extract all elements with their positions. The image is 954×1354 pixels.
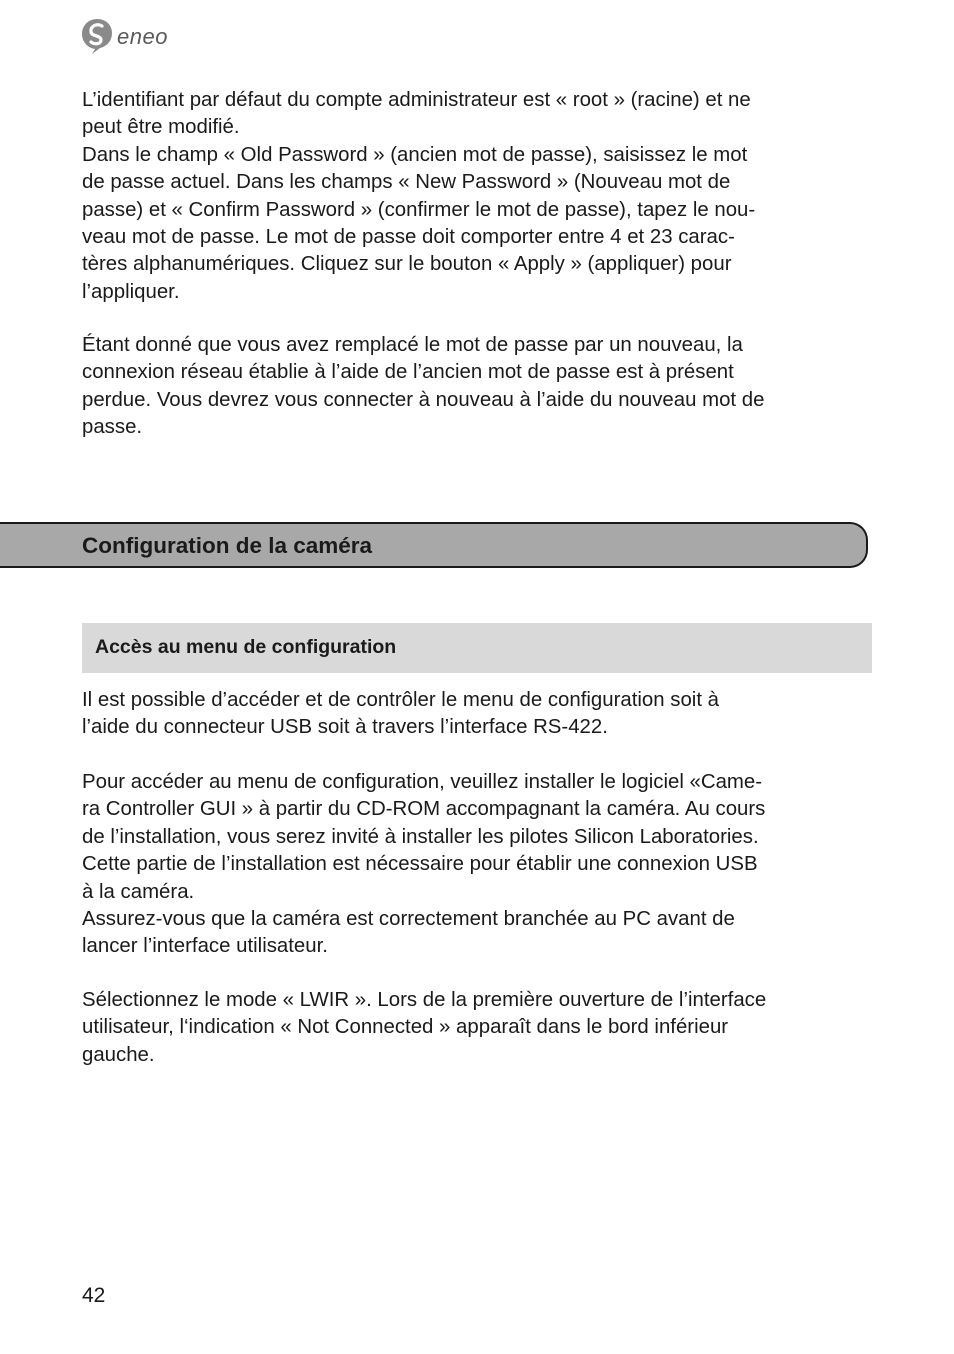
section-heading-bar [0, 522, 868, 568]
section-title: Configuration de la caméra [82, 533, 373, 558]
section-paragraph-3: Sélectionnez le mode « LWIR ». Lors de la première ouverture de l’interface utilisateur, l‘indication « Not Connected » apparaît dans le bord inférieur gauche. [82, 989, 767, 1066]
subsection-heading-bar [82, 623, 872, 673]
intro-paragraph-1: L’identifiant par défaut du compte administrateur est « root » (racine) et ne peut être modifié. Dans le champ « Old Password » (ancien mot de passe), saisissez le mot de passe actuel. Dans les champs « New Password » (Nouveau mot de passe) et « Confirm Password » (confirmer le mot de passe), tapez le nou- veau mot de passe. Le mot de passe doit comporter entre 4 et 23 carac- tères alphanumériques. Cliquez sur le bouton « Apply » (appliquer) pour l’appliquer. [82, 89, 756, 303]
logo-wordmark: eneo [117, 24, 168, 49]
page-number: 42 [82, 1284, 106, 1307]
subsection-title: Accès au menu de configuration [95, 636, 397, 658]
section-paragraph-2: Pour accéder au menu de configuration, veuillez installer le logiciel «Came- ra Controller GUI » à partir du CD-ROM accompagnant la caméra. Au cours de l’installation, vous serez invité à installer les pilotes Silicon Laboratories. Cette partie de l’installation est nécessaire pour établir une connexion USB à la caméra. Assurez-vous que la caméra est correctement branchée au PC avant de lancer l’interface utilisateur. [82, 771, 766, 958]
intro-paragraph-2: Étant donné que vous avez remplacé le mot de passe par un nouveau, la connexion réseau établie à l’aide de l’ancien mot de passe est à présent perdue. Vous devrez vous connecter à nouveau à l’aide du nouveau mot de passe. [82, 334, 765, 439]
section-paragraph-1: Il est possible d’accéder et de contrôler le menu de configuration soit à l’aide du connecteur USB soit à travers l’interface RS-422. [82, 689, 720, 739]
eneo-logo-icon [80, 17, 114, 55]
brand-logo [80, 16, 168, 56]
